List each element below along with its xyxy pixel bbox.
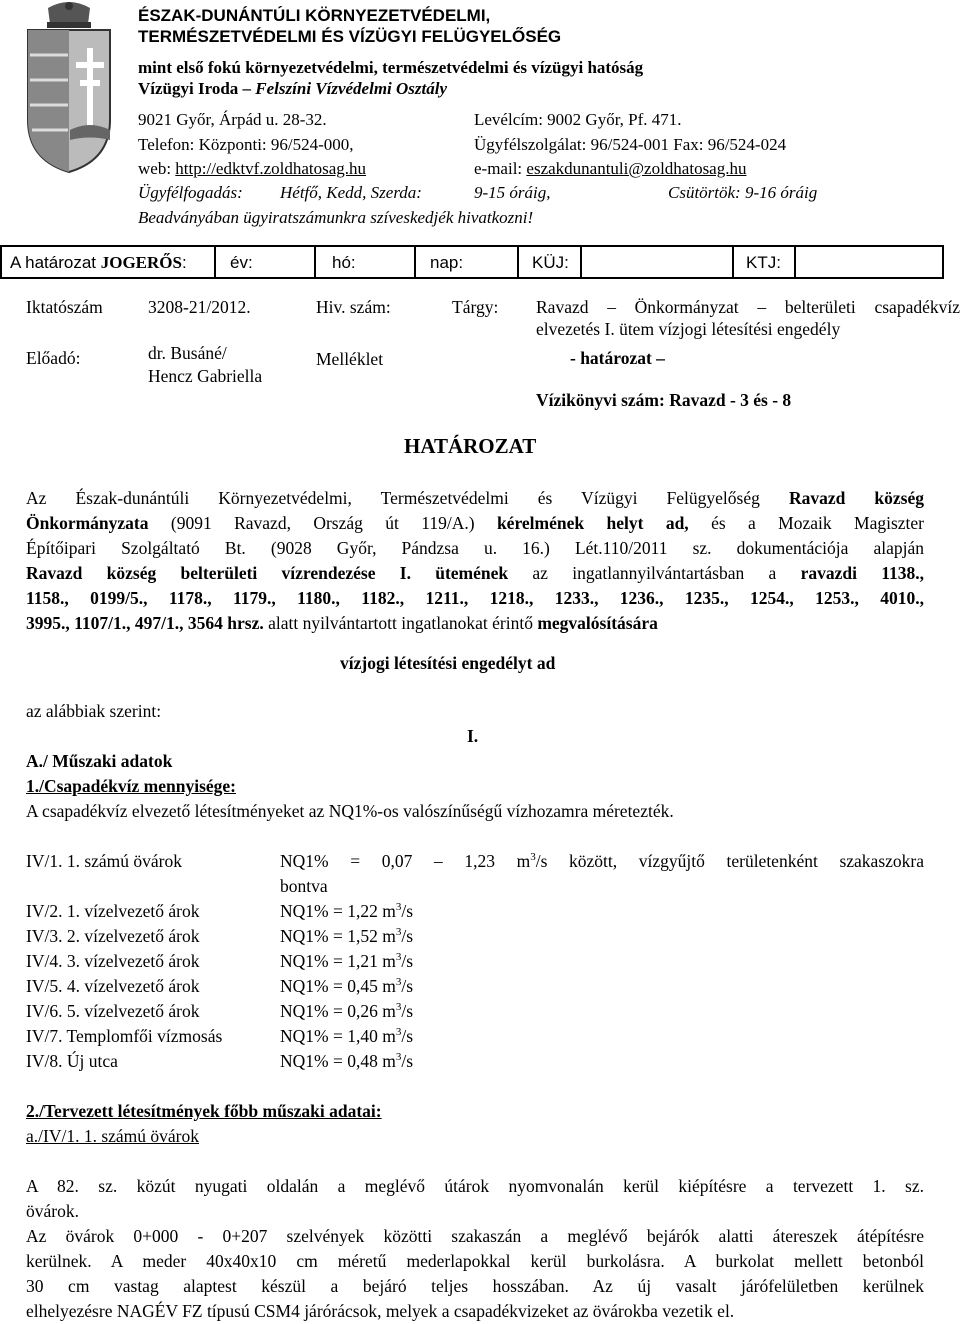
kuj-field: KÜJ:	[532, 253, 569, 272]
web: web: http://edktvf.zoldhatosag.hu	[138, 159, 367, 178]
flow-value: NQ1% = 0,07 – 1,23 $m^3/s$ között, vízgyűjtő területenként szakaszokra	[280, 851, 924, 871]
reception-hours: 9-15 óráig,	[474, 183, 551, 202]
body-line: övárok.	[26, 1201, 79, 1221]
superscript-3: 3	[395, 951, 402, 963]
reception-days: Hétfő, Kedd, Szerda:	[280, 183, 422, 202]
org-name-line1: ÉSZAK-DUNÁNTÚLI KÖRNYEZETVÉDELMI,	[138, 6, 491, 25]
flow-id: IV/6. 5. vízelvezető árok	[26, 1001, 200, 1021]
flow-value: NQ1% = 0,45 $m^3/s$	[280, 976, 414, 996]
legal-force-box	[0, 245, 944, 279]
superscript-3: 3	[395, 1001, 402, 1013]
section-2a-heading: a./IV/1. 1. számú övárok	[26, 1126, 200, 1146]
phone: Telefon: Központi: 96/524-000,	[138, 135, 354, 154]
superscript-3: 3	[395, 926, 402, 938]
doc-type: - határozat –	[570, 348, 665, 368]
body-line: kerülnek. A meder 40x40x10 cm méretű mederlapokkal kerül burkolásra. A burkolat mellett betonból	[26, 1251, 924, 1271]
flow-id: IV/2. 1. vízelvezető árok	[26, 901, 200, 921]
superscript-3: 3	[395, 1026, 402, 1038]
superscript-3: 3	[530, 851, 536, 863]
body-line: A 82. sz. közút nyugati oldalán a meglévő útárok nyomvonalán kerül kiépítésre a tervezett 1. sz.	[26, 1176, 924, 1196]
document-title: HATÁROZAT	[404, 434, 537, 458]
flow-value: NQ1% = 1,21 $m^3/s$	[280, 951, 414, 971]
ktj-field: KTJ:	[746, 253, 781, 272]
section-1-text: A csapadékvíz elvezető létesítményeket az NQ1%-os valószínűségű vízhozamra méretezték.	[26, 801, 674, 821]
legal-force-label: A határozat JOGERŐS:	[10, 253, 187, 272]
flow-value-cont: bontva	[280, 876, 328, 896]
as-follows: az alábbiak szerint:	[26, 701, 162, 721]
body-line: Önkormányzata (9091 Ravazd, Ország út 119/A.) kérelmének helyt ad, és a Mozaik Magiszter	[26, 513, 924, 533]
org-department: Vízügyi Iroda – Felszíni Vízvédelmi Osztály	[138, 79, 448, 98]
clerk-line1: dr. Busáné/	[148, 343, 227, 363]
file-number-label: Iktatószám	[26, 297, 103, 317]
body-line: elhelyezésre NAGÉV FZ típusú CSM4 járórácsok, melyek a csapadékvizeket az övárokba vezetik el.	[26, 1301, 735, 1321]
flow-value: NQ1% = 0,48 $m^3/s$	[280, 1051, 414, 1071]
body-line: Ravazd község belterületi vízrendezése I. ütemének az ingatlannyilvántartásban a ravazdi 1138.,	[26, 563, 924, 583]
reference-note: Beadványában ügyiratszámunkra szíveskedjék hivatkozni!	[138, 208, 534, 227]
body-line: 1158., 0199/5., 1178., 1179., 1180., 1182., 1211., 1218., 1233., 1236., 1235., 1254., 1253., 4010.,	[26, 588, 924, 608]
email: e-mail: eszakdunantuli@zoldhatosag.hu	[474, 159, 747, 178]
day-field: nap:	[430, 253, 464, 272]
attachment-label: Melléklet	[316, 349, 384, 369]
flow-id: IV/8. Új utca	[26, 1051, 118, 1071]
customer-service: Ügyfélszolgálat: 96/524-001 Fax: 96/524-024	[474, 135, 787, 154]
section-1-heading: 1./Csapadékvíz mennyisége:	[26, 776, 236, 796]
superscript-3: 3	[395, 901, 402, 913]
reception-label: Ügyfélfogadás:	[138, 183, 243, 202]
org-name-line2: TERMÉSZETVÉDELMI ÉS VÍZÜGYI FELÜGYELŐSÉG	[138, 27, 562, 46]
flow-value: NQ1% = 0,26 $m^3/s$	[280, 1001, 414, 1021]
subject-line2: elvezetés I. ütem vízjogi létesítési engedély	[536, 319, 841, 339]
section-number: I.	[467, 726, 479, 746]
superscript-3: 3	[395, 976, 402, 988]
file-number: 3208-21/2012.	[148, 297, 251, 317]
superscript-3: 3	[395, 1051, 402, 1063]
email-link[interactable]: eszakdunantuli@zoldhatosag.hu	[526, 159, 747, 178]
coat-of-arms-icon	[18, 0, 120, 175]
flow-value: NQ1% = 1,52 $m^3/s$	[280, 926, 414, 946]
flow-value: NQ1% = 1,40 $m^3/s$	[280, 1026, 414, 1046]
section-a-heading: A./ Műszaki adatok	[26, 751, 173, 771]
clerk-line2: Hencz Gabriella	[148, 366, 263, 386]
flow-id: IV/1. 1. számú övárok	[26, 851, 183, 871]
body-line: Az Észak-dunántúli Környezetvédelmi, Természetvédelmi és Vízügyi Felügyelőség Ravazd község	[26, 488, 924, 508]
year-field: év:	[230, 253, 253, 272]
web-link[interactable]: http://edktvf.zoldhatosag.hu	[175, 159, 367, 178]
subject-line1: Ravazd – Önkormányzat – belterületi csapadékvíz	[536, 297, 960, 317]
org-authority: mint első fokú környezetvédelmi, természetvédelmi és vízügyi hatóság	[138, 58, 644, 77]
body-line: Az övárok 0+000 - 0+207 szelvények közötti szakaszán a meglévő bejárók alatti átereszek átépítésre	[26, 1226, 924, 1246]
flow-id: IV/3. 2. vízelvezető árok	[26, 926, 200, 946]
flow-id: IV/4. 3. vízelvezető árok	[26, 951, 200, 971]
flow-id: IV/5. 4. vízelvezető árok	[26, 976, 200, 996]
body-line: Építőipari Szolgáltató Bt. (9028 Győr, Pándzsa u. 16.) Lét.110/2011 sz. dokumentációja alapján	[26, 538, 924, 558]
subject-label: Tárgy:	[452, 297, 499, 317]
ref-number-label: Hiv. szám:	[316, 297, 391, 317]
flow-id: IV/7. Templomfői vízmosás	[26, 1026, 223, 1046]
postal-address: Levélcím: 9002 Győr, Pf. 471.	[474, 110, 682, 129]
clerk-label: Előadó:	[26, 348, 81, 368]
address: 9021 Győr, Árpád u. 28-32.	[138, 110, 327, 129]
section-2-heading: 2./Tervezett létesítmények főbb műszaki adatai:	[26, 1101, 382, 1121]
body-line: 3995., 1107/1., 497/1., 3564 hrsz. alatt nyilvántartott ingatlanokat érintő megvalósítására	[26, 613, 658, 633]
flow-value: NQ1% = 1,22 $m^3/s$	[280, 901, 414, 921]
body-line: 30 cm vastag alaptest készül a bejáró teljes hosszában. Az új vasalt járófelületben kerülnek	[26, 1276, 924, 1296]
reception-thursday: Csütörtök: 9-16 óráig	[668, 183, 818, 202]
month-field: hó:	[332, 253, 356, 272]
grant-statement: vízjogi létesítési engedélyt ad	[340, 653, 556, 673]
water-book-number: Vízikönyvi szám: Ravazd - 3 és - 8	[536, 390, 792, 410]
